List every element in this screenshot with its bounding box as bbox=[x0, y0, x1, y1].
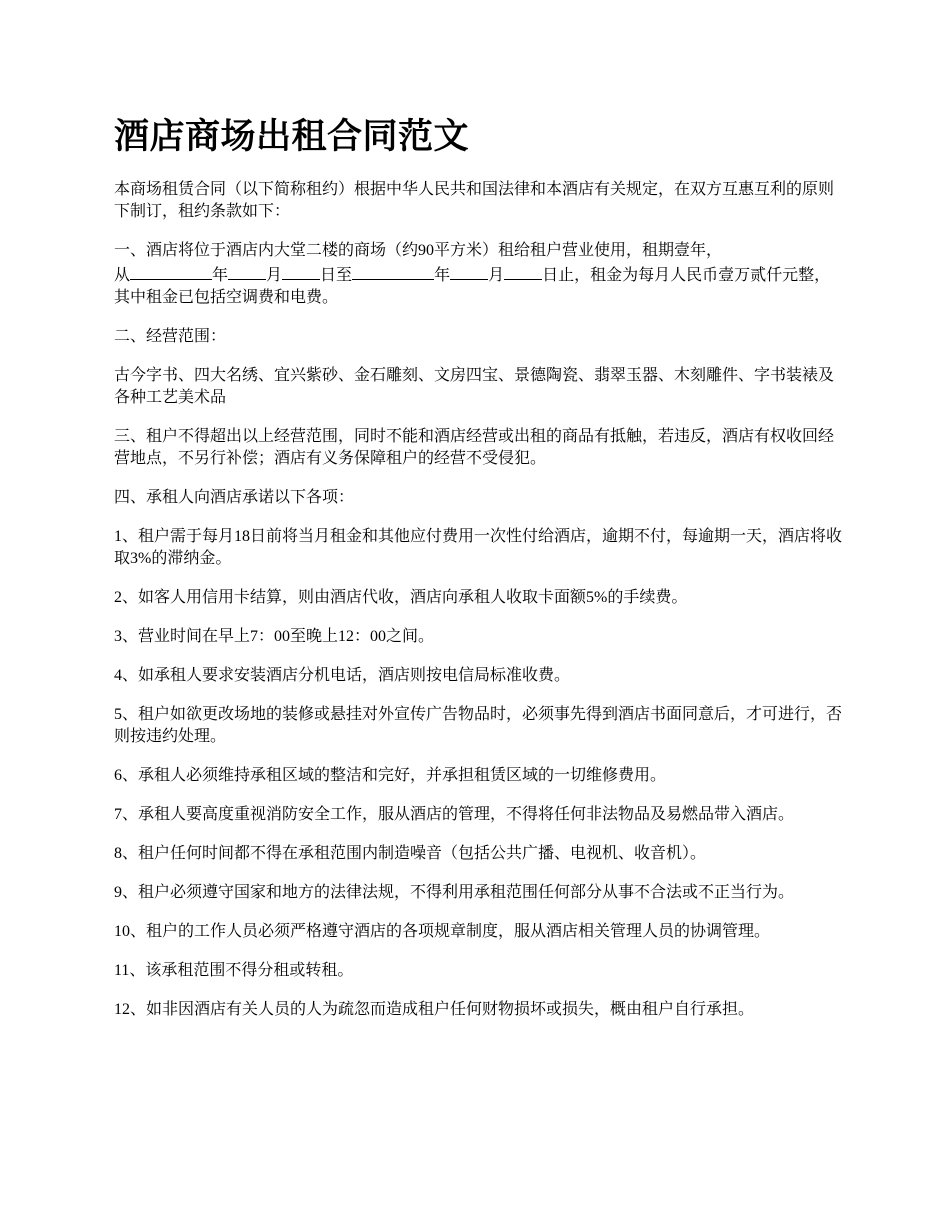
clause-one-lead: 一、酒店将位于酒店内大堂二楼的商场（约90平方米）租给租户营业使用，租期壹年， bbox=[114, 242, 723, 259]
list-item: 8、租户任何时间都不得在承租范围内制造噪音（包括公共广播、电视机、收音机）。 bbox=[114, 845, 707, 862]
start-month-label: 月 bbox=[266, 267, 283, 284]
list-item: 9、租户必须遵守国家和地方的法律法规，不得利用承租范围任何部分从事不合法或不正当行为。 bbox=[114, 884, 795, 901]
end-year-blank bbox=[352, 262, 434, 280]
list-item: 12、如非因酒店有关人员的人为疏忽而造成租户任何财物损坏或损失，概由租户自行承担。 bbox=[114, 1001, 755, 1018]
intro-paragraph: 本商场租赁合同（以下简称租约）根据中华人民共和国法律和本酒店有关规定，在双方互惠互利的原则下制订，租约条款如下： bbox=[114, 181, 835, 220]
clause-one-from: 从 bbox=[114, 267, 131, 284]
business-scope-paragraph: 古今字书、四大名绣、宜兴紫砂、金石雕刻、文房四宝、景德陶瓷、翡翠玉器、木刻雕件、字书装裱及各种工艺美术品 bbox=[114, 367, 835, 406]
start-year-blank bbox=[130, 262, 212, 280]
list-item: 7、承租人要高度重视消防安全工作，服从酒店的管理，不得将任何非法物品及易燃品带入酒店。 bbox=[114, 806, 795, 823]
list-item: 3、营业时间在早上7：00至晚上12：00之间。 bbox=[114, 628, 435, 645]
section-three-paragraph: 三、租户不得超出以上经营范围，同时不能和酒店经营或出租的商品有抵触，若违反，酒店有权收回经营地点，不另行补偿；酒店有义务保障租户的经营不受侵犯。 bbox=[114, 428, 835, 467]
start-day-blank bbox=[282, 262, 320, 280]
start-year-label: 年 bbox=[212, 267, 229, 284]
list-item: 11、该承租范围不得分租或转租。 bbox=[114, 962, 354, 979]
document-title: 酒店商场出租合同范文 bbox=[114, 116, 470, 157]
start-month-blank bbox=[228, 262, 266, 280]
start-day-to-label: 日至 bbox=[320, 267, 353, 284]
end-month-blank bbox=[450, 262, 488, 280]
list-item: 1、租户需于每月18日前将当月租金和其他应付费用一次性付给酒店，逾期不付，每逾期一天，酒店将收取3%的滞纳金。 bbox=[114, 528, 843, 567]
list-item: 10、租户的工作人员必须严格遵守酒店的各项规章制度，服从酒店相关管理人员的协调管理。 bbox=[114, 923, 771, 940]
list-item: 5、租户如欲更改场地的装修或悬挂对外宣传广告物品时，必须事先得到酒店书面同意后，才可进行，否则按违约处理。 bbox=[114, 706, 843, 745]
contract-page bbox=[114, 112, 844, 1038]
list-item: 4、如承租人要求安装酒店分机电话，酒店则按电信局标准收费。 bbox=[114, 667, 571, 684]
end-day-blank bbox=[504, 262, 542, 280]
list-item: 6、承租人必须维持承租区域的整洁和完好，并承担租赁区域的一切维修费用。 bbox=[114, 767, 667, 784]
clause-one-end: 日止，租金为每月人民币壹万贰仟元整，其中租金已包括空调费和电费。 bbox=[114, 267, 831, 306]
section-two-heading: 二、经营范围： bbox=[114, 328, 227, 345]
section-four-heading: 四、承租人向酒店承诺以下各项： bbox=[114, 489, 355, 506]
list-item: 2、如客人用信用卡结算，则由酒店代收，酒店向承租人收取卡面额5%的手续费。 bbox=[114, 589, 688, 606]
clause-one-paragraph bbox=[114, 240, 844, 309]
end-year-label: 年 bbox=[434, 267, 451, 284]
end-month-label: 月 bbox=[488, 267, 505, 284]
